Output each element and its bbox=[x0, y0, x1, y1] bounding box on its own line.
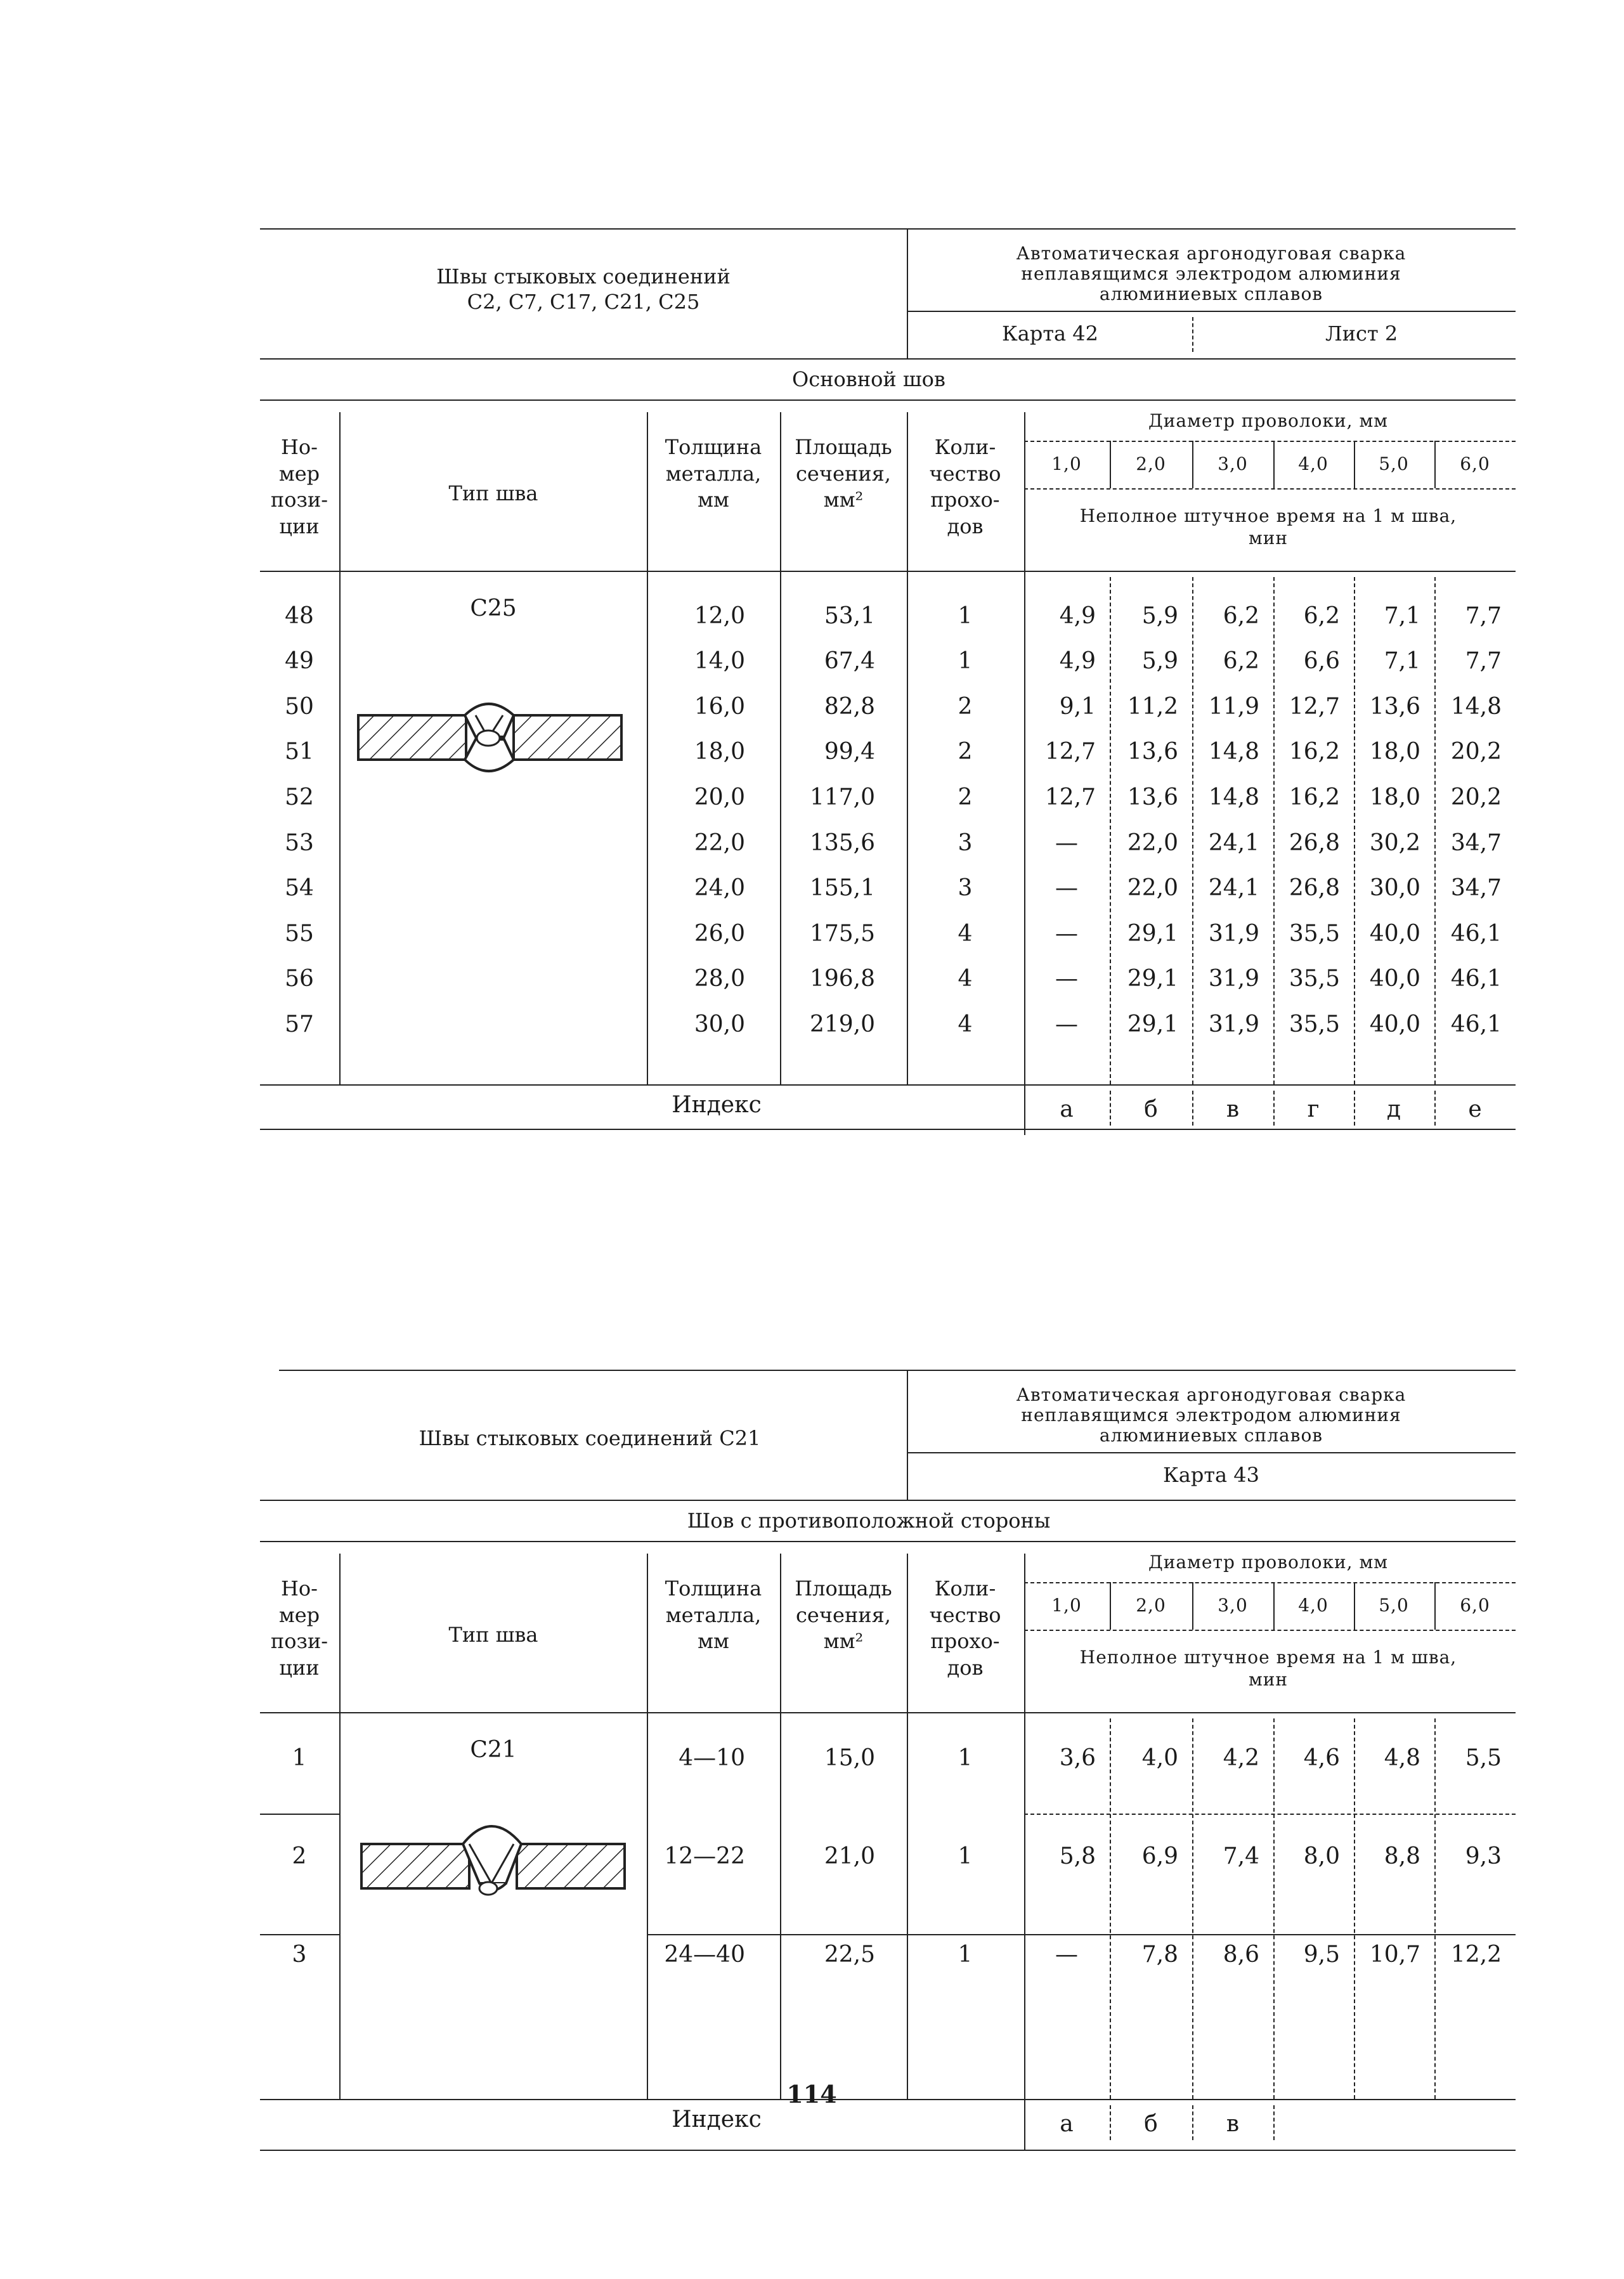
card2-right-title-3: алюминиевых сплавов bbox=[1099, 1425, 1323, 1446]
card1-row-time-3: 26,8 bbox=[1289, 875, 1340, 901]
card1-row-time-4: 18,0 bbox=[1369, 739, 1420, 765]
card1-row-thickness: 18,0 bbox=[694, 739, 745, 765]
card2-diam-2: 3,0 bbox=[1218, 1595, 1248, 1616]
card1-row-area: 117,0 bbox=[809, 784, 875, 810]
grid-line bbox=[1110, 1582, 1111, 1630]
card1-right-title-1: Автоматическая аргонодуговая сварка bbox=[1016, 243, 1406, 264]
card1-index-1: б bbox=[1144, 1096, 1158, 1122]
grid-line bbox=[1354, 441, 1355, 488]
card1-col-area: Площадь сечения, мм² bbox=[795, 435, 892, 512]
card1-col-type: Тип шва bbox=[448, 481, 538, 505]
card1-row-passes: 2 bbox=[958, 784, 973, 810]
card2-row-time-4: 4,8 bbox=[1384, 1745, 1420, 1771]
card1-row-time-5: 7,7 bbox=[1465, 648, 1502, 674]
card2-row-num: 2 bbox=[292, 1843, 307, 1869]
card1-index-label: Индекс bbox=[672, 1092, 762, 1118]
card1-row-num: 51 bbox=[285, 739, 314, 765]
card1-row-time-3: 12,7 bbox=[1289, 694, 1340, 720]
card1-row-time-0: — bbox=[1055, 921, 1078, 947]
card2-right-title-2: неплавящимся электродом алюминия bbox=[1021, 1405, 1401, 1425]
page-number: 114 bbox=[786, 2080, 837, 2108]
card1-row-passes: 4 bbox=[958, 1011, 973, 1037]
card2-row-time-0: 3,6 bbox=[1059, 1745, 1096, 1771]
card1-time-header-2: мин bbox=[1248, 528, 1289, 549]
card2-index-0: а bbox=[1060, 2111, 1074, 2137]
card2-time-header-2: мин bbox=[1248, 1669, 1289, 1690]
card1-row-time-5: 20,2 bbox=[1450, 739, 1502, 765]
card1-row-passes: 2 bbox=[958, 739, 973, 765]
card2-col-type: Тип шва bbox=[448, 1623, 538, 1647]
card1-type-label: С25 bbox=[470, 595, 517, 621]
card1-index-5: е bbox=[1468, 1096, 1482, 1122]
card1-row-area: 53,1 bbox=[824, 603, 875, 629]
grid-line bbox=[1354, 1582, 1355, 1630]
card2-row-time-5: 9,3 bbox=[1465, 1843, 1502, 1869]
grid-line bbox=[1192, 2105, 1193, 2140]
card1-row-time-4: 40,0 bbox=[1369, 921, 1420, 947]
card2-row-thickness: 24—40 bbox=[664, 1942, 745, 1968]
card1-row-time-0: — bbox=[1055, 966, 1078, 992]
grid-line bbox=[1192, 1091, 1193, 1126]
card1-left-title-1: Швы стыковых соединений bbox=[436, 264, 731, 289]
card1-row-num: 53 bbox=[285, 830, 314, 856]
card2-diam-0: 1,0 bbox=[1051, 1595, 1082, 1616]
card2-row-time-3: 9,5 bbox=[1303, 1942, 1340, 1968]
card2-row-passes: 1 bbox=[958, 1942, 973, 1968]
card1-diam-1: 2,0 bbox=[1136, 453, 1166, 474]
grid-line bbox=[1354, 1091, 1355, 1126]
card2-row-time-5: 12,2 bbox=[1450, 1942, 1502, 1968]
card1-row-num: 57 bbox=[285, 1011, 314, 1037]
card1-row-time-0: 9,1 bbox=[1059, 694, 1096, 720]
card1-row-time-0: — bbox=[1055, 875, 1078, 901]
card1-row-time-5: 46,1 bbox=[1450, 966, 1502, 992]
card1-row-time-0: 4,9 bbox=[1059, 603, 1096, 629]
grid-line bbox=[1110, 2105, 1111, 2140]
card1-index-4: д bbox=[1386, 1096, 1401, 1122]
card1-row-num: 52 bbox=[285, 784, 314, 810]
card1-sheet-label: Лист 2 bbox=[1325, 321, 1398, 346]
card1-row-time-1: 29,1 bbox=[1127, 966, 1178, 992]
card2-row-time-1: 4,0 bbox=[1141, 1745, 1178, 1771]
card1-row-area: 67,4 bbox=[824, 648, 875, 674]
card1-row-time-3: 6,6 bbox=[1303, 648, 1340, 674]
card1-row-area: 82,8 bbox=[824, 694, 875, 720]
card1-row-passes: 4 bbox=[958, 921, 973, 947]
card1-row-thickness: 20,0 bbox=[694, 784, 745, 810]
card2-index-2: в bbox=[1226, 2111, 1240, 2137]
card1-row-time-3: 35,5 bbox=[1289, 921, 1340, 947]
card1-diam-4: 5,0 bbox=[1379, 453, 1409, 474]
card1-row-time-1: 13,6 bbox=[1127, 739, 1178, 765]
weld-joint-c21-icon bbox=[355, 1820, 634, 1909]
grid-line bbox=[1192, 577, 1193, 1084]
card1-row-time-5: 34,7 bbox=[1450, 830, 1502, 856]
card2-left-title: Швы стыковых соединений С21 bbox=[419, 1426, 761, 1450]
card1-row-area: 219,0 bbox=[809, 1011, 875, 1037]
card2-diam-3: 4,0 bbox=[1298, 1595, 1328, 1616]
card1-row-thickness: 30,0 bbox=[694, 1011, 745, 1037]
card1-row-thickness: 28,0 bbox=[694, 966, 745, 992]
card1-row-time-3: 35,5 bbox=[1289, 966, 1340, 992]
card1-row-time-5: 14,8 bbox=[1450, 694, 1502, 720]
grid-line bbox=[1273, 1091, 1275, 1126]
card1-row-time-4: 7,1 bbox=[1384, 603, 1420, 629]
grid-line bbox=[1434, 577, 1436, 1084]
card1-row-time-2: 24,1 bbox=[1208, 830, 1259, 856]
grid-line bbox=[1192, 1582, 1193, 1630]
card1-right-title-2: неплавящимся электродом алюминия bbox=[1021, 263, 1401, 284]
grid-line bbox=[1110, 1718, 1111, 2099]
grid-line bbox=[1110, 441, 1111, 488]
card2-time-header-1: Неполное штучное время на 1 м шва, bbox=[1079, 1647, 1457, 1668]
card1-row-time-4: 18,0 bbox=[1369, 784, 1420, 810]
card2-row-time-1: 6,9 bbox=[1141, 1843, 1178, 1869]
grid-line bbox=[1434, 1091, 1436, 1126]
card1-row-time-4: 40,0 bbox=[1369, 966, 1420, 992]
card2-row-passes: 1 bbox=[958, 1745, 973, 1771]
grid-line bbox=[1110, 577, 1111, 1084]
card2-diam-4: 5,0 bbox=[1379, 1595, 1409, 1616]
card1-col-passes: Коли- чество прохо- дов bbox=[929, 435, 1001, 538]
grid-line bbox=[1434, 441, 1436, 488]
card1-row-time-4: 7,1 bbox=[1384, 648, 1420, 674]
card1-row-num: 54 bbox=[285, 875, 314, 901]
card1-row-time-3: 16,2 bbox=[1289, 784, 1340, 810]
card1-row-passes: 4 bbox=[958, 966, 973, 992]
card2-row-area: 22,5 bbox=[824, 1942, 875, 1968]
card1-row-area: 155,1 bbox=[809, 875, 875, 901]
card2-row-time-3: 8,0 bbox=[1303, 1843, 1340, 1869]
card1-left-title-2: С2, С7, С17, С21, С25 bbox=[467, 290, 700, 314]
card1-row-time-2: 31,9 bbox=[1208, 966, 1259, 992]
card1-row-time-1: 29,1 bbox=[1127, 921, 1178, 947]
card1-row-time-1: 29,1 bbox=[1127, 1011, 1178, 1037]
card2-row-num: 3 bbox=[292, 1942, 307, 1968]
card2-row-time-2: 8,6 bbox=[1223, 1942, 1259, 1968]
card1-row-time-1: 11,2 bbox=[1127, 694, 1178, 720]
card1-row-time-1: 5,9 bbox=[1141, 648, 1178, 674]
grid-line bbox=[1192, 1718, 1193, 2099]
card1-section-title: Основной шов bbox=[792, 367, 945, 391]
card2-row-thickness: 12—22 bbox=[664, 1843, 745, 1869]
card1-row-area: 175,5 bbox=[809, 921, 875, 947]
card1-row-thickness: 24,0 bbox=[694, 875, 745, 901]
card2-row-num: 1 bbox=[292, 1745, 307, 1771]
card2-col-area: Площадь сечения, мм² bbox=[795, 1576, 892, 1654]
card2-row-area: 15,0 bbox=[824, 1745, 875, 1771]
grid-line bbox=[1273, 1582, 1275, 1630]
card1-row-num: 55 bbox=[285, 921, 314, 947]
card1-time-header-1: Неполное штучное время на 1 м шва, bbox=[1079, 505, 1457, 526]
card2-row-time-1: 7,8 bbox=[1141, 1942, 1178, 1968]
card2-row-time-0: 5,8 bbox=[1059, 1843, 1096, 1869]
card1-row-time-4: 13,6 bbox=[1369, 694, 1420, 720]
card2-row-time-2: 4,2 bbox=[1223, 1745, 1259, 1771]
card1-row-time-1: 22,0 bbox=[1127, 875, 1178, 901]
grid-line bbox=[1354, 1718, 1355, 2099]
card1-row-time-2: 14,8 bbox=[1208, 784, 1259, 810]
card2-col-thick: Толщина металла, мм bbox=[665, 1576, 762, 1654]
card1-diam-0: 1,0 bbox=[1051, 453, 1082, 474]
card2-section-title: Шов с противоположной стороны bbox=[687, 1509, 1051, 1533]
card1-row-time-5: 7,7 bbox=[1465, 603, 1502, 629]
card1-row-thickness: 16,0 bbox=[694, 694, 745, 720]
card1-row-time-2: 6,2 bbox=[1223, 648, 1259, 674]
card2-index-1: б bbox=[1144, 2111, 1158, 2137]
card1-row-time-0: 12,7 bbox=[1044, 739, 1096, 765]
grid-line bbox=[1192, 441, 1193, 488]
card1-row-passes: 3 bbox=[958, 830, 973, 856]
card1-row-time-0: 12,7 bbox=[1044, 784, 1096, 810]
card1-row-time-1: 5,9 bbox=[1141, 603, 1178, 629]
card1-row-time-2: 14,8 bbox=[1208, 739, 1259, 765]
card1-row-time-5: 20,2 bbox=[1450, 784, 1502, 810]
card1-row-time-2: 24,1 bbox=[1208, 875, 1259, 901]
card1-row-area: 135,6 bbox=[809, 830, 875, 856]
card1-row-time-2: 31,9 bbox=[1208, 1011, 1259, 1037]
card2-card-label: Карта 43 bbox=[1163, 1463, 1259, 1487]
card1-row-time-5: 46,1 bbox=[1450, 921, 1502, 947]
card2-col-passes: Коли- чество прохо- дов bbox=[929, 1576, 1001, 1680]
card1-col-thick: Толщина металла, мм bbox=[665, 435, 762, 512]
grid-line bbox=[1434, 1582, 1436, 1630]
card1-row-time-1: 13,6 bbox=[1127, 784, 1178, 810]
card1-row-time-1: 22,0 bbox=[1127, 830, 1178, 856]
card1-row-time-5: 34,7 bbox=[1450, 875, 1502, 901]
card1-diam-3: 4,0 bbox=[1298, 453, 1328, 474]
card2-row-time-2: 7,4 bbox=[1223, 1843, 1259, 1869]
card1-row-thickness: 26,0 bbox=[694, 921, 745, 947]
card1-row-time-4: 30,2 bbox=[1369, 830, 1420, 856]
grid-line bbox=[1273, 577, 1275, 1084]
card2-diam-5: 6,0 bbox=[1460, 1595, 1490, 1616]
card2-row-time-5: 5,5 bbox=[1465, 1745, 1502, 1771]
card1-row-time-4: 40,0 bbox=[1369, 1011, 1420, 1037]
grid-line bbox=[1273, 441, 1275, 488]
weld-joint-c25-icon bbox=[352, 698, 631, 786]
card1-row-time-5: 46,1 bbox=[1450, 1011, 1502, 1037]
card1-row-passes: 2 bbox=[958, 694, 973, 720]
grid-line bbox=[1110, 1091, 1111, 1126]
card1-right-title-3: алюминиевых сплавов bbox=[1099, 283, 1323, 304]
card1-row-time-2: 11,9 bbox=[1208, 694, 1259, 720]
card1-row-thickness: 14,0 bbox=[694, 648, 745, 674]
card1-row-num: 48 bbox=[285, 603, 314, 629]
card1-diam-header: Диаметр проволоки, мм bbox=[1148, 410, 1389, 431]
card2-diam-1: 2,0 bbox=[1136, 1595, 1166, 1616]
card1-row-passes: 3 bbox=[958, 875, 973, 901]
card1-row-passes: 1 bbox=[958, 603, 973, 629]
card2-index-label: Индекс bbox=[672, 2107, 762, 2133]
card1-card-label: Карта 42 bbox=[1002, 321, 1098, 346]
grid-line bbox=[1434, 1718, 1436, 2099]
card1-index-3: г bbox=[1307, 1096, 1320, 1122]
card1-row-num: 50 bbox=[285, 694, 314, 720]
card1-index-2: в bbox=[1226, 1096, 1240, 1122]
card1-row-area: 196,8 bbox=[809, 966, 875, 992]
card2-right-title-1: Автоматическая аргонодуговая сварка bbox=[1016, 1384, 1406, 1405]
card1-row-time-3: 16,2 bbox=[1289, 739, 1340, 765]
card1-index-0: а bbox=[1060, 1096, 1074, 1122]
grid-line bbox=[1354, 577, 1355, 1084]
card1-diam-5: 6,0 bbox=[1460, 453, 1490, 474]
card1-row-time-4: 30,0 bbox=[1369, 875, 1420, 901]
card1-row-thickness: 12,0 bbox=[694, 603, 745, 629]
card2-row-time-0: — bbox=[1055, 1942, 1078, 1968]
card1-col-num: Но- мер пози- ции bbox=[270, 435, 328, 538]
card1-row-num: 49 bbox=[285, 648, 314, 674]
card1-row-thickness: 22,0 bbox=[694, 830, 745, 856]
card1-row-area: 99,4 bbox=[824, 739, 875, 765]
card1-row-time-0: 4,9 bbox=[1059, 648, 1096, 674]
card1-row-time-0: — bbox=[1055, 1011, 1078, 1037]
card2-row-passes: 1 bbox=[958, 1843, 973, 1869]
card1-row-passes: 1 bbox=[958, 648, 973, 674]
card2-row-thickness: 4—10 bbox=[679, 1745, 745, 1771]
card2-col-num: Но- мер пози- ции bbox=[270, 1576, 328, 1680]
card1-row-time-3: 26,8 bbox=[1289, 830, 1340, 856]
grid-line bbox=[1273, 2105, 1275, 2140]
card1-row-time-2: 6,2 bbox=[1223, 603, 1259, 629]
card2-row-time-3: 4,6 bbox=[1303, 1745, 1340, 1771]
card2-type-label: С21 bbox=[470, 1737, 517, 1763]
card1-row-time-3: 6,2 bbox=[1303, 603, 1340, 629]
card1-diam-2: 3,0 bbox=[1218, 453, 1248, 474]
card2-diam-header: Диаметр проволоки, мм bbox=[1148, 1552, 1389, 1573]
card1-row-time-2: 31,9 bbox=[1208, 921, 1259, 947]
card1-row-time-0: — bbox=[1055, 830, 1078, 856]
grid-line bbox=[1273, 1718, 1275, 2099]
card1-row-time-3: 35,5 bbox=[1289, 1011, 1340, 1037]
card2-row-time-4: 10,7 bbox=[1369, 1942, 1420, 1968]
card2-row-time-4: 8,8 bbox=[1384, 1843, 1420, 1869]
card2-row-area: 21,0 bbox=[824, 1843, 875, 1869]
card1-row-num: 56 bbox=[285, 966, 314, 992]
